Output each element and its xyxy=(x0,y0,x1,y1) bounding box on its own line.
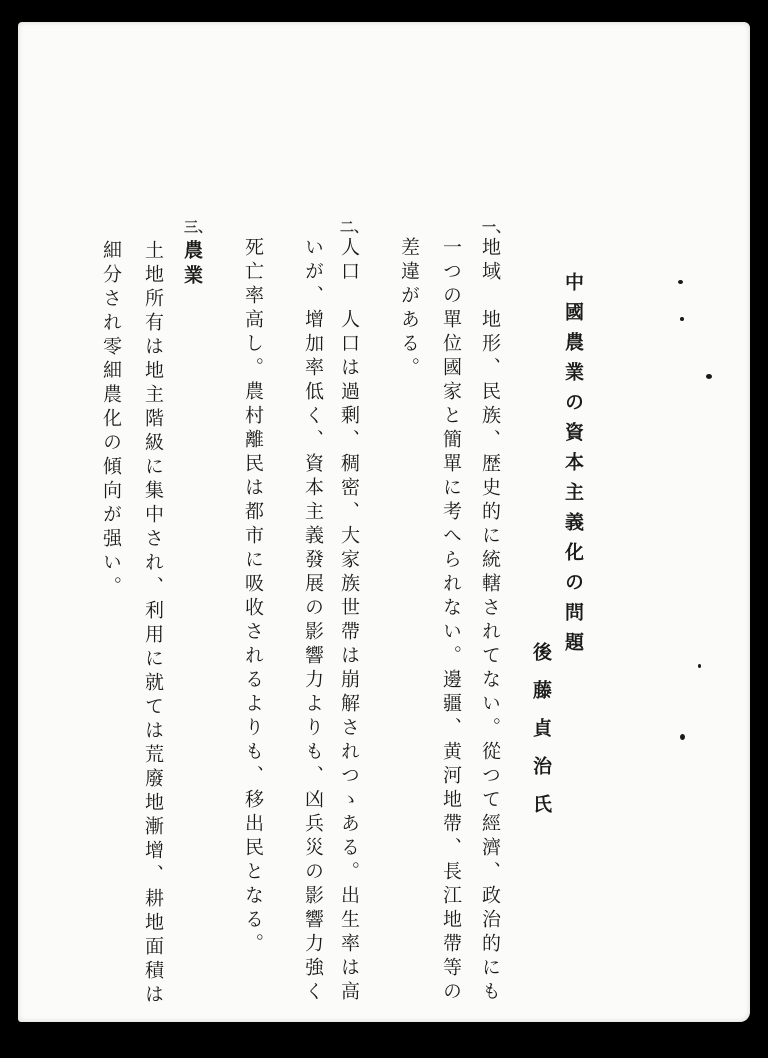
section-3-marker: 三、 xyxy=(184,220,212,236)
scan-speck xyxy=(680,317,684,321)
section-1-line-2: 一つの單位國家と簡單に考へられない。邊疆、黄河地帶、長江地帶等の xyxy=(440,237,462,1005)
section-1-marker: 一、 xyxy=(482,220,510,236)
section-3-line-1: 土地所有は地主階級に集中され、利用に就ては荒廢地漸增、耕地面積は xyxy=(142,240,164,1008)
section-2-marker: 二、 xyxy=(340,220,368,236)
document-page xyxy=(18,22,750,1022)
section-1-line-3: 差違がある。 xyxy=(398,237,420,381)
section-2-line-1: 人口 人口は過剰、稠密、大家族世帶は崩解されつゝある。出生率は高 xyxy=(338,237,360,1005)
scan-speck xyxy=(678,280,683,284)
section-3-heading: 農業 xyxy=(181,240,203,290)
section-1-line-1: 地域 地形、民族、歴史的に統轄されてない。從つて經濟、政治的にも xyxy=(479,237,501,1005)
section-2-line-3: 死亡率高し。農村離民は都市に吸收されるよりも、移出民となる。 xyxy=(242,237,264,957)
section-3-line-2: 細分され零細農化の傾向が强い。 xyxy=(100,240,122,600)
section-2-line-2: いが、增加率低く、資本主義發展の影響力よりも、凶兵災の影響力強く xyxy=(302,237,324,1005)
document-title: 中國農業の資本主義化の問題 xyxy=(562,272,584,662)
scan-speck xyxy=(680,734,685,740)
author-name: 後藤貞治氏 xyxy=(530,642,552,832)
scan-speck xyxy=(698,664,701,668)
scan-speck xyxy=(706,374,712,379)
